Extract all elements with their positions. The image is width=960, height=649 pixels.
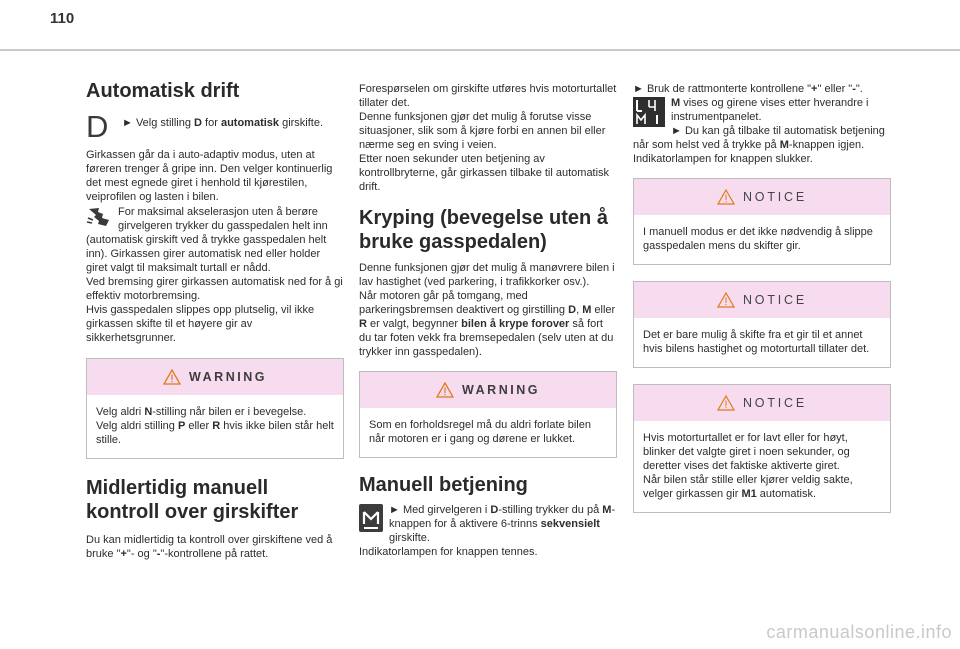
intro-text: ► Velg stilling D for automatisk girskifte. [122, 117, 324, 129]
section-heading-midlertidig: Midlertidig manuell kontroll over girskifter [86, 477, 299, 523]
paragraph: M vises og girene vises etter hverandre i instrumentpanelet. [671, 97, 869, 123]
notice-body [634, 215, 890, 264]
notice-triangle-icon [717, 189, 735, 205]
section-heading-manuell-betjening: Manuell betjening [359, 474, 528, 496]
warning-triangle-icon [436, 382, 454, 398]
warning-label: WARNING [189, 370, 267, 384]
paragraph: ► Med girvelgeren i D-stilling trykker du på M-knappen for å aktivere 6-trinns sekvensielt girskifte. [389, 504, 616, 544]
notice-text: Når bilen står stille eller kjører veldig sakte, velger girkassen gir M1 automatisk. [643, 474, 853, 500]
warning-box [359, 371, 617, 458]
warning-text: Velg aldri N-stilling når bilen er i bevegelse. Velg aldri stilling P eller R hvis ikke bilen står helt stille. [96, 406, 334, 446]
paragraph: Indikatorlampen for knappen slukker. [633, 153, 813, 165]
header-rule [0, 49, 960, 51]
notice-body [634, 318, 890, 367]
section-heading-kryping: Kryping (bevegelse uten å bruke gasspedalen) [359, 207, 608, 253]
notice-box [633, 384, 891, 513]
d-position-icon: D [86, 109, 109, 144]
column-2 [359, 82, 617, 559]
kickdown-pedal-icon [86, 206, 112, 228]
column-3 [633, 82, 891, 513]
paragraph: Indikatorlampen for knappen tennes. [359, 546, 538, 558]
paragraph: Ved bremsing girer girkassen automatisk ned for å gi effektiv motorbremsing. [86, 276, 343, 302]
notice-body [634, 421, 890, 512]
section-heading-automatisk-drift: Automatisk drift [86, 80, 240, 102]
warning-triangle-icon [163, 369, 181, 385]
notice-triangle-icon [717, 395, 735, 411]
m-button-icon [359, 504, 383, 532]
notice-label: NOTICE [742, 190, 808, 204]
notice-label: NOTICE [742, 293, 808, 307]
warning-body [87, 395, 343, 458]
warning-body [360, 408, 616, 457]
warning-box [86, 358, 344, 459]
gear-display-row [633, 96, 891, 124]
paragraph: ► Bruk de rattmonterte kontrollene "+" eller "-". [633, 83, 863, 95]
notice-header [634, 385, 890, 421]
notice-text: Hvis motorturtallet er for lavt eller for høyt, blinker det valgte giret i noen sekunder, og deretter vises det faktiske aktiverte giret. [643, 432, 850, 472]
notice-box [633, 178, 891, 265]
notice-header [634, 179, 890, 215]
paragraph: For maksimal akselerasjon uten å berøre girvelgeren trykker du gasspedalen helt inn (automatisk girskift ved å trykke gasspedalen helt inn). Girkassen girer automatisk ned eller holder giret valgt til maksimalt turtall er nådd. [86, 206, 328, 274]
notice-triangle-icon [717, 292, 735, 308]
notice-label: NOTICE [742, 396, 808, 410]
paragraph: Etter noen sekunder uten betjening av kontrollbryterne, går girkassen tilbake til automatisk drift. [359, 153, 610, 193]
warning-header [360, 372, 616, 408]
notice-header [634, 282, 890, 318]
paragraph: Denne funksjonen gjør det mulig å forutse visse situasjoner, slik som å kjøre forbi en annen bil eller nærme seg en sving i veien. [359, 111, 606, 151]
page-number: 110 [50, 10, 75, 27]
paragraph: Når motoren går på tomgang, med parkeringsbremsen deaktivert og girstilling D, M eller R er valgt, begynner bilen å krype forover så fort du tar foten vekk fra bremsepedalen (selv uten at du trykker inn gasspedalen). [359, 290, 616, 358]
warning-label: WARNING [462, 383, 540, 397]
warning-header [87, 359, 343, 395]
m-button-row [359, 503, 617, 559]
notice-box [633, 281, 891, 368]
notice-text: I manuell modus er det ikke nødvendig å slippe gasspedalen mens du skifter gir. [643, 226, 873, 252]
paragraph: Forespørselen om girskifte utføres hvis motorturtallet tillater det. [359, 83, 617, 109]
warning-text: Som en forholdsregel må du aldri forlate bilen når motoren er i gang og dørene er lukket. [369, 419, 591, 445]
kickdown-row [86, 205, 344, 275]
paragraph: ► Du kan gå tilbake til automatisk betjening når som helst ved å trykke på M-knappen igjen. [633, 125, 885, 151]
notice-text: Det er bare mulig å skifte fra et gir til et annet hvis bilens hastighet og motorturtall tillater det. [643, 329, 870, 355]
gear-display-icon [633, 97, 665, 127]
paragraph: Girkassen går da i auto-adaptiv modus, uten at føreren trenger å gripe inn. Den velger kontinuerlig det mest egnede giret i henhold til kjørestilen, veiprofilen og lasten i bilen. [86, 149, 333, 203]
paragraph: Du kan midlertidig ta kontroll over girskiftene ved å bruke "+"- og "-"-kontrollene på rattet. [86, 534, 333, 560]
watermark: carmanualsonline.info [766, 622, 952, 642]
column-1 [86, 80, 344, 561]
intro-row [86, 109, 344, 144]
paragraph: Denne funksjonen gjør det mulig å manøvrere bilen i lav hastighet (ved parkering, i trafikkorker osv.). [359, 262, 615, 288]
paragraph: Hvis gasspedalen slippes opp plutselig, vil ikke girkassen skifte til et høyere gir av sikkerhetsgrunner. [86, 304, 315, 344]
